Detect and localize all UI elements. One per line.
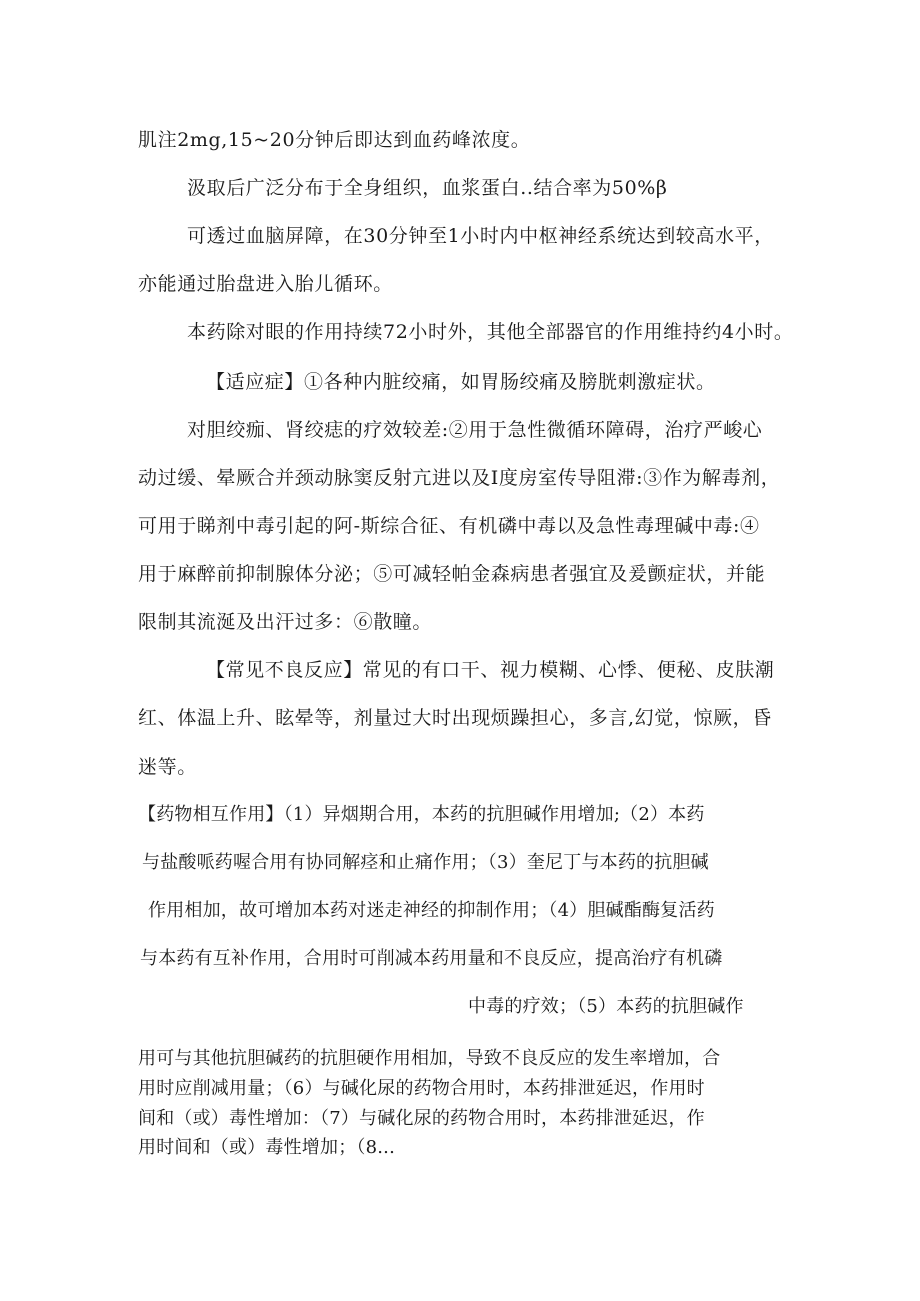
text-line-21: 用时应削减用量；（6）与碱化尿的药物合用时，本药排泄延迟，作用时 — [138, 1078, 705, 1099]
text-line-9: 可用于睇剂中毒引起的阿-斯综合征、有机磷中毒以及急性毒理碱中毒:④ — [138, 515, 760, 537]
text-line-17: 作用相加，故可增加本药对迷走神经的抑制作用；（4）胆碱酯酶复活药 — [148, 900, 715, 921]
text-line-4: 亦能通过胎盘进入胎儿循环。 — [138, 273, 393, 295]
text-line-22: 间和（或）毒性增加：（7）与碱化尿的药物合用时，本药排泄延迟，作 — [138, 1108, 705, 1129]
text-line-13: 红、体温上升、眩晕等，剂量过大时出现烦躁担心，多言,幻觉，惊厥，昏 — [138, 707, 772, 729]
text-line-7: 对胆绞痂、肾绞痣的疗效较差:②用于急性微循环障碍，治疗严峻心 — [187, 419, 763, 441]
text-line-5: 本药除对眼的作用持续72小时外，其他全部器官的作用维持约4小时。 — [187, 321, 794, 343]
text-line-8: 动过缓、晕厥合并颈动脉窦反射亢进以及I度房室传导阻滞:③作为解毒剂， — [138, 467, 781, 489]
text-line-10: 用于麻醉前抑制腺体分泌；⑤可减轻帕金森病患者强宜及爰颤症状，并能 — [138, 563, 766, 585]
text-line-2: 汲取后广泛分布于全身组织，血浆蛋白..结合率为50%β — [187, 177, 668, 199]
text-line-6: 【适应症】①各种内脏绞痛，如胃肠绞痛及膀胱刺激症状。 — [206, 371, 716, 393]
text-line-18: 与本药有互补作用，合用时可削减本药用量和不良反应，提高治疗有机磷 — [140, 948, 723, 969]
text-line-11: 限制其流涎及出汗过多：⑥散瞳。 — [138, 611, 433, 633]
text-line-20: 用可与其他抗胆碱药的抗胆硬作用相加，导致不良反应的发生率增加，合 — [138, 1048, 721, 1069]
text-line-14: 迷等。 — [138, 756, 197, 778]
text-line-16: 与盐酸哌药喔合用有协同解痉和止痛作用；（3）奎尼丁与本药的抗胆碱 — [142, 852, 709, 873]
text-line-19: 中毒的疗效；（5）本药的抗胆碱作 — [468, 996, 744, 1017]
text-line-3: 可透过血脑屏障，在30分钟至1小时内中枢神经系统达到较高水平， — [187, 225, 774, 247]
text-line-15: 【药物相互作用】（1）异烟期合用，本药的抗胆碱作用增加;（2）本药 — [138, 804, 705, 825]
text-line-23: 用时间和（或）毒性增加；（8... — [138, 1137, 396, 1158]
text-line-12: 【常见不良反应】常见的有口干、视力模糊、心悸、便秘、皮肤潮 — [206, 659, 775, 681]
text-line-1: 肌注2mg,15~20分钟后即达到血药峰浓度。 — [138, 129, 531, 151]
